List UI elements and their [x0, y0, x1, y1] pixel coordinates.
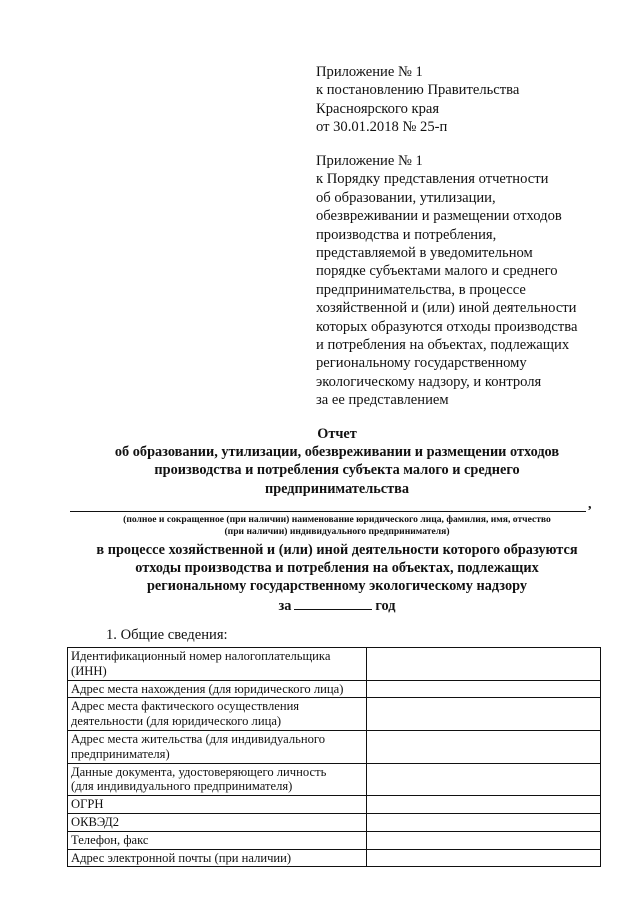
appendix-line: Приложение № 1	[316, 153, 423, 169]
report-year-line	[64, 596, 610, 615]
appendix-line: предпринимательства, в процессе	[316, 281, 526, 298]
appendix-line: региональному государственному	[316, 355, 527, 372]
row-value-cell[interactable]	[367, 849, 601, 867]
general-info-table	[67, 647, 601, 867]
row-label	[68, 831, 367, 849]
organization-name-field-line[interactable]	[70, 511, 586, 512]
appendix-line: и потребления на объектах, подлежащих	[316, 337, 570, 354]
subtitle-line: в процессе хозяйственной и (или) иной деятельности которого образуются	[96, 542, 578, 558]
report-subtitle	[64, 541, 610, 615]
row-value-cell[interactable]	[367, 680, 601, 698]
row-value-cell[interactable]	[367, 730, 601, 763]
row-label-line: предпринимателя)	[71, 746, 170, 761]
row-value-cell[interactable]	[367, 831, 601, 849]
row-label-line: Идентификационный номер налогоплательщика	[71, 649, 331, 663]
appendix-line: хозяйственной и (или) иной деятельности	[316, 300, 577, 317]
row-value-cell[interactable]	[367, 796, 601, 814]
report-title	[64, 425, 610, 498]
row-label-line: Адрес места жительства (для индивидуального	[71, 731, 326, 746]
caption-line: (при наличии) индивидуального предпринимателя)	[224, 526, 450, 537]
appendix-line: к постановлению Правительства	[316, 82, 520, 99]
appendix-line: Красноярского края	[316, 100, 440, 117]
year-prefix: за	[278, 597, 292, 614]
row-label	[68, 730, 367, 763]
row-value-cell[interactable]	[367, 648, 601, 681]
row-value-cell[interactable]	[367, 813, 601, 831]
appendix-line: порядке субъектами малого и среднего	[316, 263, 558, 280]
row-label-line: ОКВЭД2	[71, 814, 120, 829]
row-label-line: (ИНН)	[71, 663, 107, 678]
section-heading: 1. Общие сведения:	[106, 627, 228, 643]
row-label	[68, 763, 367, 796]
subtitle-line: региональному государственному экологическому надзору	[146, 578, 528, 595]
appendix-line: представляемой в уведомительном	[316, 245, 533, 262]
appendix-line: об образовании, утилизации,	[316, 189, 496, 206]
row-label-line: Данные документа, удостоверяющего личность	[71, 764, 327, 779]
table-row	[68, 813, 601, 831]
row-value-cell[interactable]	[367, 698, 601, 731]
row-label	[68, 698, 367, 731]
table-row	[68, 763, 601, 796]
appendix-order-block	[316, 152, 616, 410]
table-row	[68, 648, 601, 681]
caption-line: (полное и сокращенное (при наличии) наименование юридического лица, фамилия, имя, отчество	[123, 514, 551, 525]
report-title-line: предпринимательства	[264, 480, 410, 497]
appendix-line: производства и потребления,	[316, 226, 497, 243]
appendix-line: которых образуются отходы производства	[316, 318, 578, 335]
table-row	[68, 698, 601, 731]
row-label-line: (для индивидуального предпринимателя)	[71, 779, 293, 794]
name-field-comma: ,	[588, 497, 592, 512]
report-title-line: производства и потребления субъекта малого и среднего	[154, 462, 520, 479]
name-field-caption	[64, 514, 610, 538]
appendix-line: к Порядку представления отчетности	[316, 171, 549, 188]
row-label	[68, 813, 367, 831]
year-suffix: год	[375, 597, 396, 614]
appendix-line: обезвреживании и размещении отходов	[316, 208, 562, 225]
row-label-line: Адрес электронной почты (при наличии)	[71, 850, 292, 865]
table-row	[68, 849, 601, 867]
row-label-line: Адрес места фактического осуществления	[71, 699, 300, 714]
appendix-line: от 30.01.2018 № 25-п	[316, 119, 448, 136]
row-value-cell[interactable]	[367, 763, 601, 796]
table-row	[68, 831, 601, 849]
row-label	[68, 849, 367, 867]
row-label	[68, 648, 367, 681]
appendix-line: Приложение № 1	[316, 64, 423, 80]
subtitle-line: отходы производства и потребления на объектах, подлежащих	[135, 560, 539, 577]
year-field-line[interactable]	[294, 596, 372, 610]
row-label	[68, 680, 367, 698]
row-label-line: Телефон, факс	[71, 832, 149, 847]
report-title-line: об образовании, утилизации, обезвреживании и размещении отходов	[114, 444, 560, 461]
table-row	[68, 730, 601, 763]
row-label-line: Адрес места нахождения (для юридического лица)	[71, 681, 344, 696]
row-label-line: ОГРН	[71, 797, 104, 812]
table-row	[68, 796, 601, 814]
row-label-line: деятельности (для юридического лица)	[71, 714, 282, 729]
row-label	[68, 796, 367, 814]
appendix-line: за ее представлением	[316, 392, 449, 409]
appendix-resolution-block	[316, 63, 616, 137]
appendix-line: экологическому надзору, и контроля	[316, 373, 542, 390]
report-title-line: Отчет	[317, 426, 357, 442]
table-row	[68, 680, 601, 698]
